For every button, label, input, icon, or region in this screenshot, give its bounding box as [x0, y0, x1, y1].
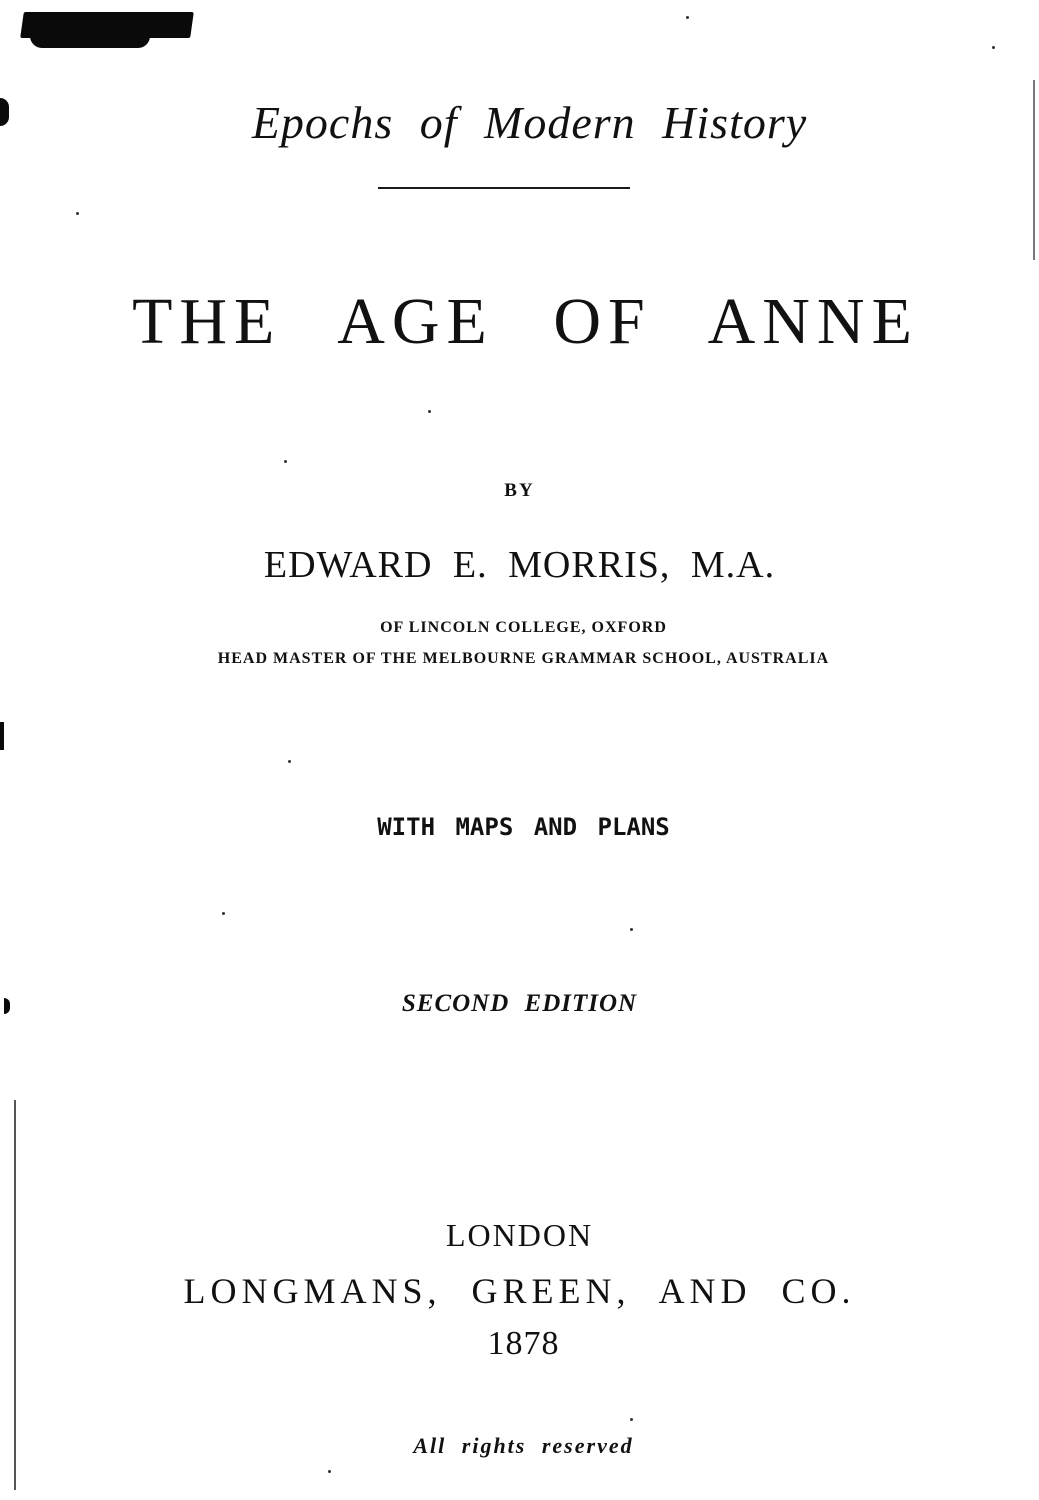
rights-notice: All rights reserved — [413, 1433, 634, 1458]
scan-speck — [284, 460, 287, 463]
scan-speck — [222, 912, 225, 915]
scan-blot-top-left — [20, 12, 194, 38]
book-title: THE AGE OF ANNE — [132, 285, 919, 358]
scan-speck — [992, 46, 995, 49]
scan-mark-left-edge-mid — [0, 722, 4, 750]
series-title: Epochs of Modern History — [251, 97, 808, 148]
by-line: BY — [504, 480, 535, 501]
scan-speck — [428, 410, 431, 413]
scan-speck — [630, 1418, 633, 1421]
edition-label: SECOND EDITION — [401, 990, 638, 1017]
author-name: EDWARD E. MORRIS, M.A. — [263, 544, 776, 586]
author-affiliation-college: OF LINCOLN COLLEGE, OXFORD — [380, 619, 667, 636]
scan-blot-top-left-tail — [30, 36, 150, 48]
scan-speck — [686, 16, 689, 19]
scan-speck — [630, 928, 633, 931]
imprint-city: LONDON — [445, 1217, 594, 1253]
scan-speck — [76, 212, 79, 215]
imprint-publisher: LONGMANS, GREEN, AND CO. — [183, 1271, 856, 1311]
author-affiliation-school: HEAD MASTER OF THE MELBOURNE GRAMMAR SCHOOL, AUSTRALIA — [217, 650, 830, 667]
scan-speck — [328, 1470, 331, 1473]
scan-speck — [288, 760, 291, 763]
illustrations-note: WITH MAPS AND PLANS — [377, 813, 670, 841]
title-rule — [378, 187, 630, 189]
imprint-year: 1878 — [487, 1325, 560, 1362]
